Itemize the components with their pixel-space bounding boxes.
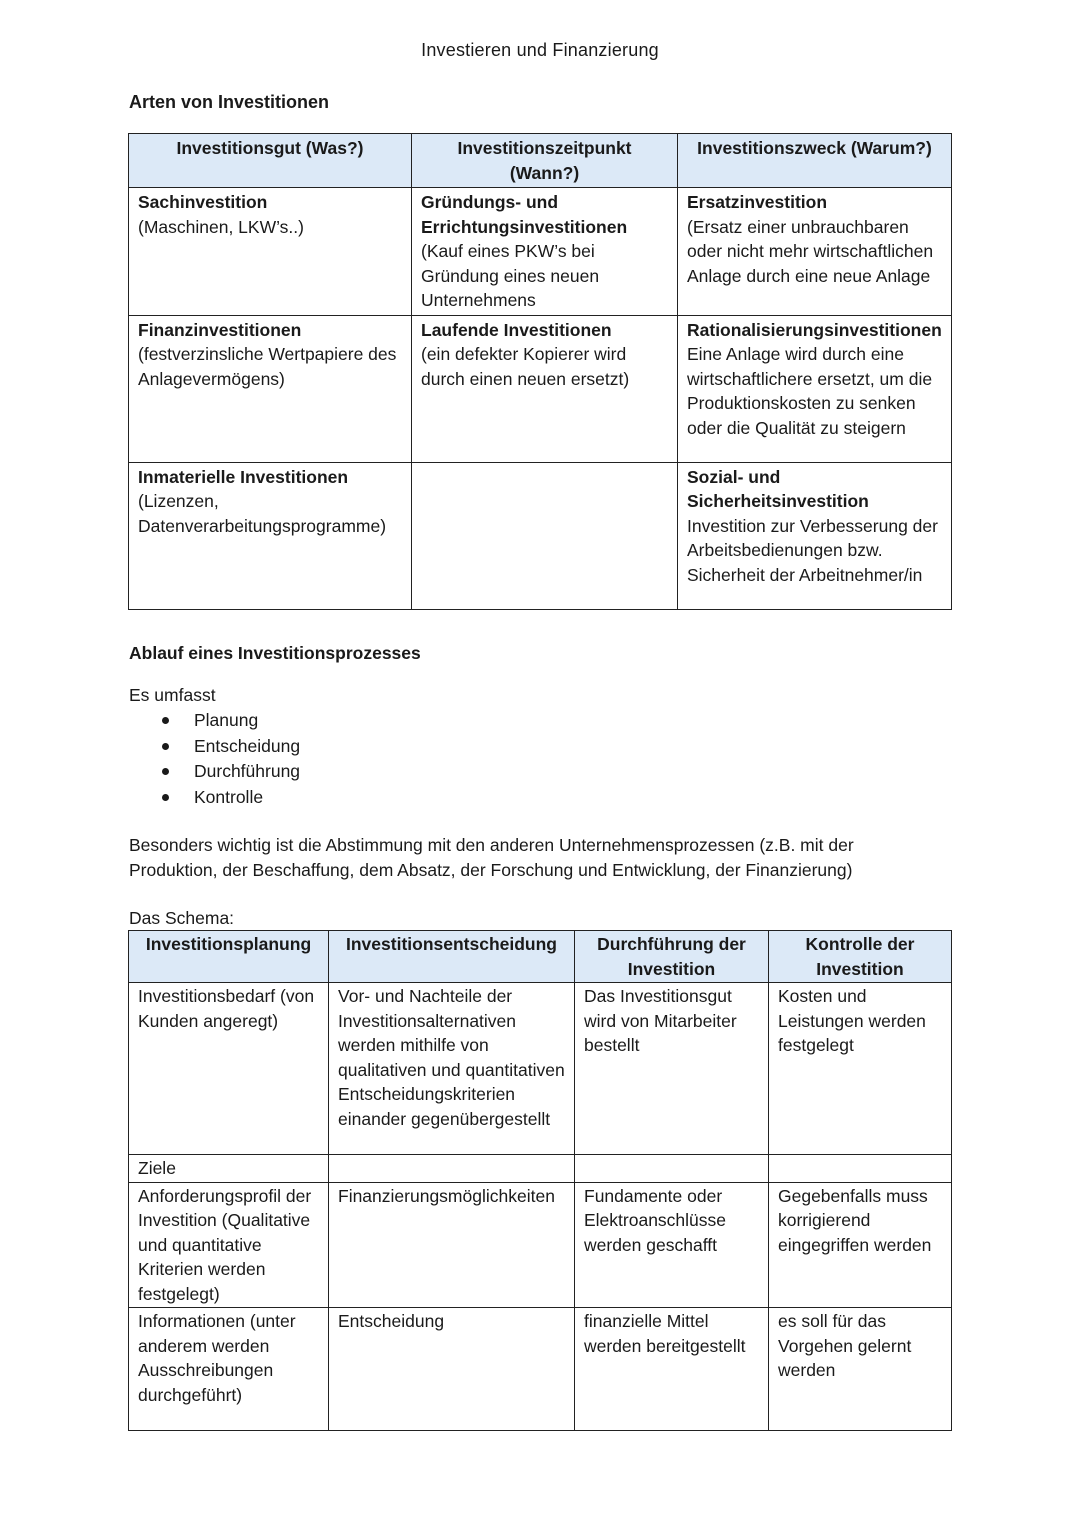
list-item: Entscheidung: [129, 734, 300, 760]
cell-text: (Ersatz einer unbrauchbaren oder nicht mehr wirtschaftlichen Anlage durch eine neue Anlage: [687, 216, 934, 286]
list-item: Planung: [129, 708, 300, 734]
table-cell: [412, 462, 678, 609]
table-cell: Investitionsbedarf (von Kunden angeregt): [129, 983, 329, 1155]
cell-text: Investition zur Verbesserung der Arbeitsbedienungen bzw. Sicherheit der Arbeitnehmer/in: [687, 515, 938, 585]
table-cell: Ziele: [129, 1155, 329, 1183]
table-cell: [575, 1155, 769, 1183]
table-cell: finanzielle Mittel werden bereitgestellt: [575, 1308, 769, 1431]
cell-text: Eine Anlage wird durch eine wirtschaftlichere ersetzt, um die Produktionskosten zu senken oder die Qualität zu steigern: [687, 344, 933, 438]
table-cell: Das Investitionsgut wird von Mitarbeiter bestellt: [575, 983, 769, 1155]
cell-text: (Maschinen, LKW’s..): [138, 216, 304, 237]
list-item: Kontrolle: [129, 785, 300, 811]
column-header: Investitionszweck (Warum?): [678, 134, 952, 188]
table-header-row: [129, 931, 952, 983]
list-item: Durchführung: [129, 759, 300, 785]
table-cell: [678, 462, 952, 609]
table-row: [129, 1182, 952, 1308]
investment-types-table: [128, 133, 952, 610]
column-header: Durchführung der Investition: [575, 931, 769, 983]
table-cell: [129, 188, 412, 316]
table-row: [129, 462, 952, 609]
page-title: Investieren und Finanzierung: [421, 40, 659, 60]
paragraph: Besonders wichtig ist die Abstimmung mit den anderen Unternehmensprozessen (z.B. mit der Produktion, der Beschaffung, dem Absatz, der Forschung und Entwicklung, der Finanzierung): [129, 835, 854, 880]
table-cell: Fundamente oder Elektroanschlüsse werden geschafft: [575, 1182, 769, 1308]
column-header: Investitionsgut (Was?): [129, 134, 412, 188]
cell-title: Finanzinvestitionen: [138, 319, 302, 340]
cell-title: Rationalisierungsinvestitionen: [687, 319, 942, 340]
table-row: [129, 188, 952, 316]
table-cell: [678, 315, 952, 462]
cell-title: Laufende Investitionen: [421, 319, 612, 340]
table-cell: [129, 462, 412, 609]
column-header: Kontrolle der Investition: [769, 931, 952, 983]
cell-text: (ein defekter Kopierer wird durch einen neuen ersetzt): [421, 344, 630, 389]
cell-title: Gründungs- und Errichtungsinvestitionen: [421, 192, 628, 237]
cell-text: (Kauf eines PKW’s bei Gründung eines neuen Unternehmens: [421, 241, 600, 310]
column-header: Investitionsentscheidung: [329, 931, 575, 983]
section-heading-ablauf: Ablauf eines Investitionsprozesses: [129, 643, 421, 663]
table-cell: Finanzierungsmöglichkeiten: [329, 1182, 575, 1308]
bullet-list: [129, 708, 300, 810]
section-heading-arten: Arten von Investitionen: [129, 92, 330, 112]
table-row: [129, 1155, 952, 1183]
table-cell: Vor- und Nachteile der Investitionsalternativen werden mithilfe von qualitativen und quantitativen Entscheidungskriterien einander gegenübergestellt: [329, 983, 575, 1155]
table-cell: Informationen (unter anderem werden Ausschreibungen durchgeführt): [129, 1308, 329, 1431]
table-header-row: [129, 134, 952, 188]
column-header: Investitionszeitpunkt (Wann?): [412, 134, 678, 188]
cell-title: Ersatzinvestition: [687, 192, 828, 212]
cell-title: Sozial- und Sicherheitsinvestition: [687, 466, 869, 511]
cell-text: (festverzinsliche Wertpapiere des Anlagevermögens): [138, 344, 397, 389]
table-cell: Entscheidung: [329, 1308, 575, 1431]
table-row: [129, 1308, 952, 1431]
table-cell: es soll für das Vorgehen gelernt werden: [769, 1308, 952, 1431]
table-cell: [678, 188, 952, 316]
table-row: [129, 983, 952, 1155]
schema-label: Das Schema:: [129, 908, 235, 928]
column-header: Investitionsplanung: [129, 931, 329, 983]
table-cell: Gegebenfalls muss korrigierend eingegriffen werden: [769, 1182, 952, 1308]
table-cell: [769, 1155, 952, 1183]
schema-table: [128, 930, 952, 1431]
table-row: [129, 315, 952, 462]
table-cell: [329, 1155, 575, 1183]
table-cell: Kosten und Leistungen werden festgelegt: [769, 983, 952, 1155]
table-cell: [412, 188, 678, 316]
cell-text: (Lizenzen, Datenverarbeitungsprogramme): [138, 491, 387, 536]
table-cell: [412, 315, 678, 462]
table-cell: Anforderungsprofil der Investition (Qualitative und quantitative Kriterien werden festgelegt): [129, 1182, 329, 1308]
intro-text: Es umfasst: [129, 685, 216, 705]
cell-title: Sachinvestition: [138, 192, 268, 212]
cell-title: Inmaterielle Investitionen: [138, 466, 349, 487]
table-cell: [129, 315, 412, 462]
